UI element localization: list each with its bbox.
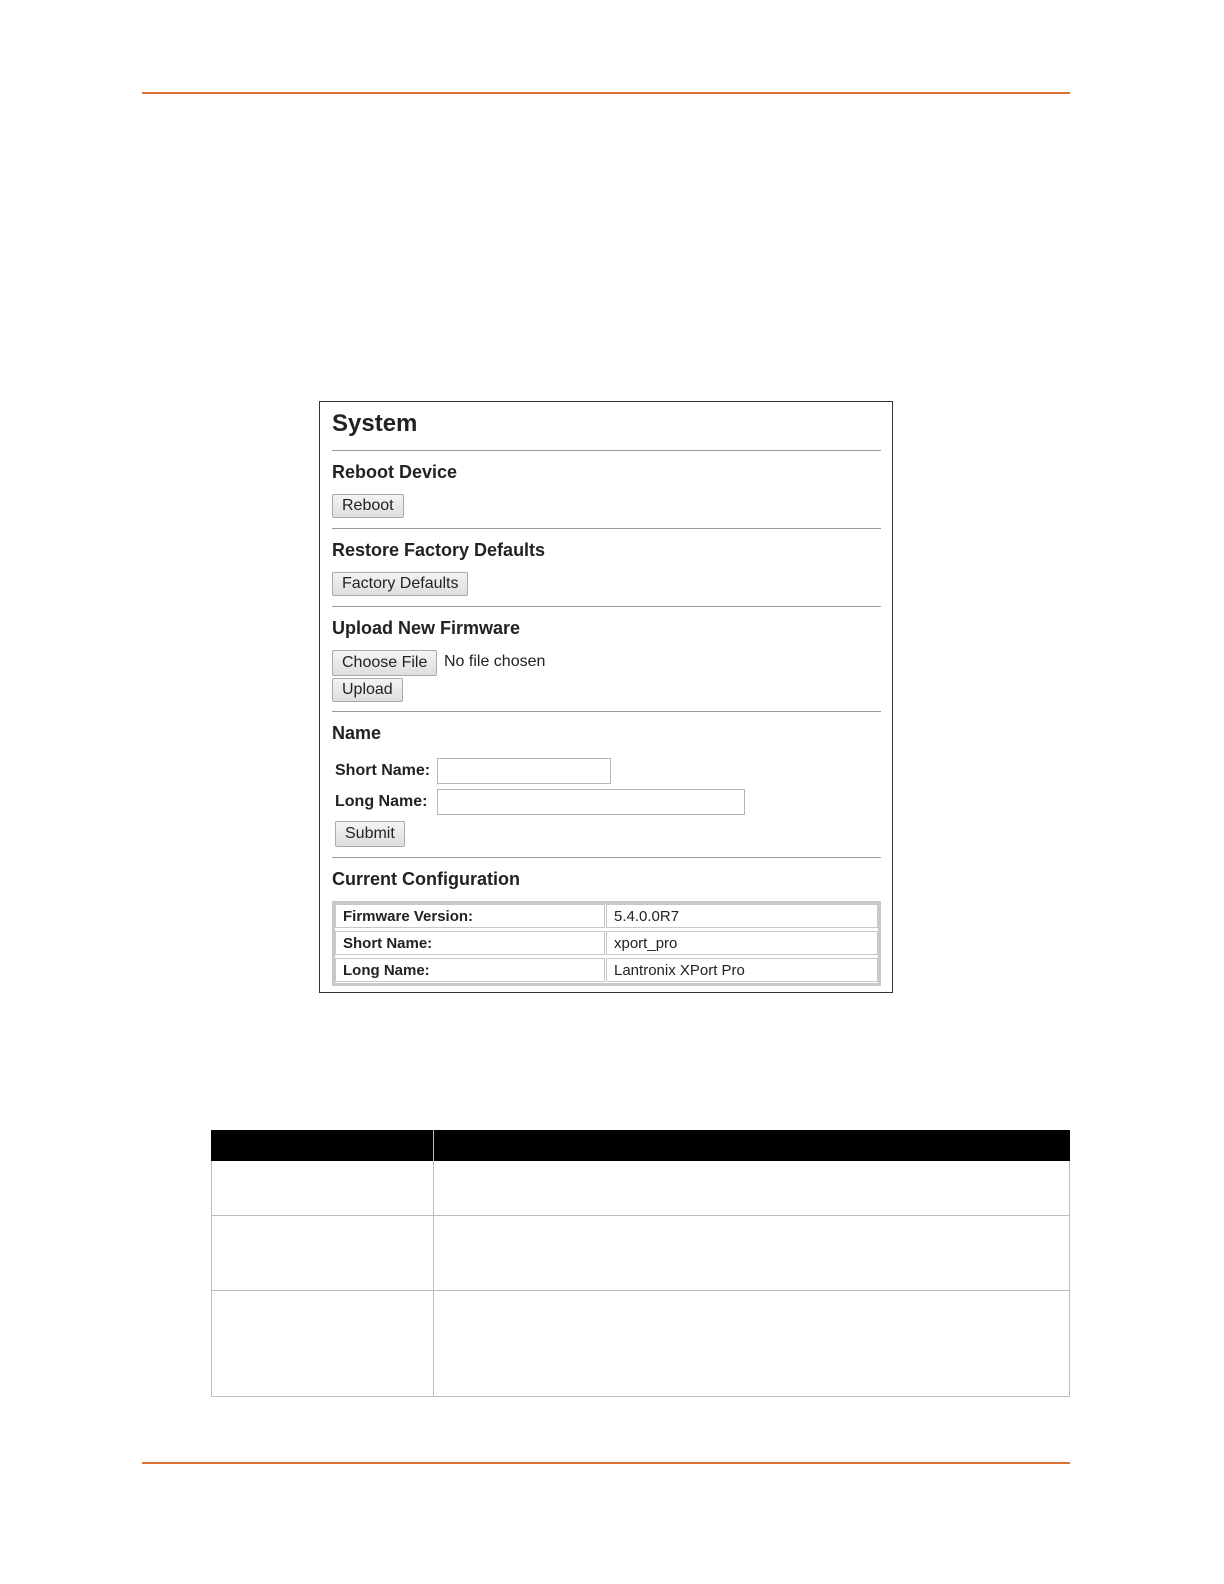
description-table — [211, 1130, 1070, 1397]
config-key: Long Name: — [335, 958, 605, 982]
file-status-text: No file chosen — [444, 653, 546, 670]
table-header-cell — [211, 1130, 441, 1161]
long-name-input[interactable] — [437, 789, 745, 815]
current-config-table — [332, 901, 881, 986]
divider — [332, 711, 881, 712]
config-value: 5.4.0.0R7 — [606, 904, 878, 928]
submit-button[interactable]: Submit — [335, 821, 405, 847]
upload-button[interactable]: Upload — [332, 678, 403, 702]
divider — [332, 606, 881, 607]
choose-file-button[interactable]: Choose File — [332, 650, 437, 676]
short-name-input[interactable] — [437, 758, 611, 784]
name-heading: Name — [332, 723, 382, 743]
table-cell — [211, 1161, 433, 1215]
config-value: Lantronix XPort Pro — [606, 958, 878, 982]
table-header-cell — [434, 1130, 1078, 1161]
current-config-heading: Current Configuration — [332, 869, 520, 889]
factory-defaults-button[interactable]: Factory Defaults — [332, 572, 468, 596]
table-header — [211, 1130, 1070, 1161]
config-row — [335, 904, 878, 930]
system-panel — [319, 401, 893, 993]
divider — [332, 528, 881, 529]
config-key: Short Name: — [335, 931, 605, 955]
table-cell — [434, 1216, 1070, 1290]
reboot-heading: Reboot Device — [332, 462, 458, 482]
reboot-button[interactable]: Reboot — [332, 494, 404, 518]
header-rule — [142, 92, 1070, 94]
page-title: System — [332, 410, 418, 437]
table-cell — [211, 1216, 433, 1290]
short-name-label: Short Name: — [335, 762, 431, 779]
long-name-label: Long Name: — [335, 793, 428, 810]
firmware-heading: Upload New Firmware — [332, 618, 521, 638]
table-cell — [434, 1291, 1070, 1397]
config-value: xport_pro — [606, 931, 878, 955]
table-cell — [211, 1291, 433, 1397]
divider — [332, 450, 881, 451]
config-row — [335, 931, 878, 957]
config-row — [335, 958, 878, 984]
footer-rule — [142, 1462, 1070, 1464]
table-cell — [434, 1161, 1070, 1215]
factory-defaults-heading: Restore Factory Defaults — [332, 540, 546, 560]
divider — [332, 857, 881, 858]
config-key: Firmware Version: — [335, 904, 605, 928]
